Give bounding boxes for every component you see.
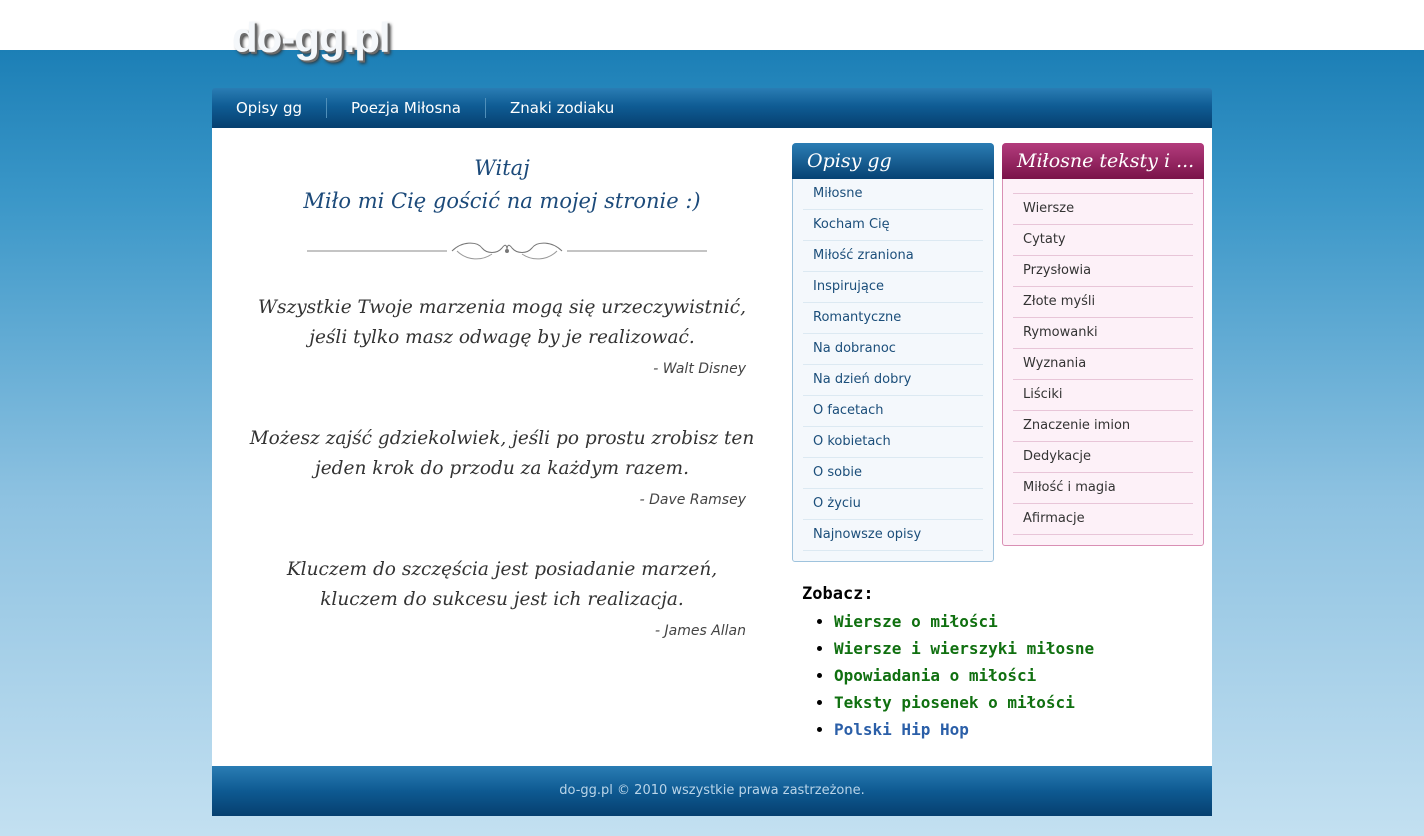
list-item[interactable]: Cytaty [1013,225,1193,256]
list-item[interactable]: Dedykacje [1013,442,1193,473]
list-item[interactable]: Miłość i magia [1013,473,1193,504]
quote-author: - James Allan [654,623,746,639]
quote-line: kluczem do sukcesu jest ich realizacja. [320,589,684,610]
see-also-list [802,608,1094,743]
see-also-section [802,584,1094,743]
list-item[interactable]: Najnowsze opisy [803,520,983,551]
quote-line: Możesz zajść gdziekolwiek, jeśli po prostu zrobisz ten [249,428,755,449]
nav-item-znaki-zodiaku[interactable]: Znaki zodiaku [509,99,615,117]
list-item[interactable]: Miłosne [803,179,983,210]
opisy-gg-list [793,179,993,561]
list-item[interactable]: Kocham Cię [803,210,983,241]
see-also-link[interactable]: Teksty piosenek o miłości [834,693,1075,712]
welcome-title: Witaj [474,156,530,180]
box-title: Miłosne teksty i ... [1002,143,1204,179]
list-item [834,716,1094,743]
quote-1 [242,293,762,353]
milosne-teksty-box [1002,143,1204,546]
list-item [834,689,1094,716]
milosne-teksty-list [1003,179,1203,545]
list-item[interactable]: O życiu [803,489,983,520]
welcome-subtitle: Miło mi Cię gościć na mojej stronie :) [303,189,701,213]
see-also-title: Zobacz: [802,584,874,604]
main-content [212,128,1212,766]
list-item[interactable]: Wyznania [1013,349,1193,380]
list-item[interactable]: Na dzień dobry [803,365,983,396]
quote-2 [242,424,762,484]
quote-line: Wszystkie Twoje marzenia mogą się urzeczywistnić, [257,297,747,318]
list-item [834,662,1094,689]
list-item[interactable]: Wiersze [1013,193,1193,225]
quote-line: jeden krok do przodu za każdym razem. [315,458,689,479]
nav-item-opisy-gg[interactable]: Opisy gg [212,98,327,118]
list-item[interactable]: O facetach [803,396,983,427]
list-item[interactable]: O kobietach [803,427,983,458]
list-item[interactable]: Na dobranoc [803,334,983,365]
nav-item-poezja-milosna[interactable]: Poezja Miłosna [327,98,486,118]
welcome-heading [212,152,792,218]
quote-line: jeśli tylko masz odwagę by je realizować. [309,327,695,348]
top-navigation [212,88,1212,128]
list-item[interactable]: Przysłowia [1013,256,1193,287]
quote-author: - Dave Ramsey [639,492,746,508]
see-also-link[interactable]: Opowiadania o miłości [834,666,1037,685]
list-item[interactable]: Złote myśli [1013,287,1193,318]
list-item [834,635,1094,662]
list-item[interactable]: O sobie [803,458,983,489]
list-item[interactable]: Liściki [1013,380,1193,411]
footer: do-gg.pl © 2010 wszystkie prawa zastrzeżone. [212,766,1212,816]
box-title: Opisy gg [792,143,994,179]
quote-author: - Walt Disney [653,361,746,377]
quote-3 [242,555,762,615]
list-item[interactable]: Znaczenie imion [1013,411,1193,442]
list-item[interactable]: Rymowanki [1013,318,1193,349]
see-also-link[interactable]: Polski Hip Hop [834,720,969,739]
quote-line: Kluczem do szczęścia jest posiadanie marzeń, [286,559,718,580]
site-logo[interactable]: do-gg.pl [232,14,390,61]
list-item[interactable]: Miłość zraniona [803,241,983,272]
list-item[interactable]: Romantyczne [803,303,983,334]
list-item[interactable]: Afirmacje [1013,504,1193,535]
see-also-link[interactable]: Wiersze i wierszyki miłosne [834,639,1095,658]
list-item[interactable]: Inspirujące [803,272,983,303]
see-also-link[interactable]: Wiersze o miłości [834,612,998,631]
ornament-divider-icon [307,236,707,266]
opisy-gg-box [792,143,994,562]
list-item [834,608,1094,635]
